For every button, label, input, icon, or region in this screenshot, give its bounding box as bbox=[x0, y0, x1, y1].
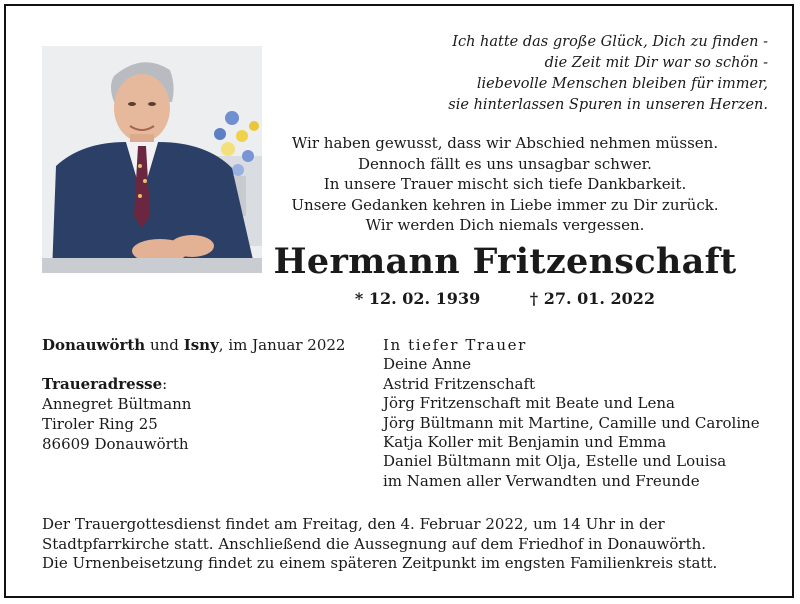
address-colon: : bbox=[162, 375, 168, 393]
mourner-entry: Astrid Fritzenschaft bbox=[383, 374, 536, 393]
mourner-entry: Jörg Fritzenschaft mit Beate und Lena bbox=[383, 394, 675, 413]
service-line: Die Urnenbeisetzung findet zu einem späteren Zeitpunkt im engsten Familienkreis statt. bbox=[42, 554, 718, 572]
farewell-verse bbox=[270, 133, 740, 236]
verse-line: Wir haben gewusst, dass wir Abschied nehmen müssen. bbox=[291, 134, 719, 152]
address-line: Tiroler Ring 25 bbox=[42, 415, 158, 433]
place-date: , im Januar 2022 bbox=[218, 336, 346, 354]
verse-line: Unsere Gedanken kehren in Liebe immer zu Dir zurück. bbox=[291, 195, 719, 214]
verse-line: Wir werden Dich niemals vergessen. bbox=[365, 216, 645, 234]
mourners-heading: In tiefer Trauer bbox=[383, 336, 527, 354]
service-line: Stadtpfarrkirche statt. Anschließend die Aussegnung auf dem Friedhof in Donauwörth. bbox=[42, 534, 707, 553]
poem-line: sie hinterlassen Spuren in unseren Herzen. bbox=[448, 97, 768, 113]
address-heading: Traueradresse bbox=[42, 375, 163, 393]
death-date: † 27. 01. 2022 bbox=[529, 289, 656, 308]
mourner-entry: im Namen aller Verwandten und Freunde bbox=[383, 471, 700, 490]
mourner-entry: Deine Anne bbox=[383, 355, 472, 374]
verse-line: In unsere Trauer mischt sich tiefe Dankbarkeit. bbox=[323, 175, 687, 193]
mourners-list bbox=[383, 336, 760, 491]
birth-date: * 12. 02. 1939 bbox=[354, 289, 481, 308]
portrait-photo bbox=[42, 46, 262, 273]
deceased-name: Hermann Fritzenschaft bbox=[273, 241, 737, 282]
poem-line: liebevolle Menschen bleiben für immer, bbox=[476, 76, 768, 92]
place-and: und bbox=[149, 336, 179, 354]
address-line: Annegret Bültmann bbox=[42, 395, 192, 413]
verse-line: Dennoch fällt es uns unsagbar schwer. bbox=[358, 154, 652, 173]
life-dates bbox=[270, 289, 740, 308]
place-date-line bbox=[42, 336, 345, 354]
address-line: 86609 Donauwörth bbox=[42, 435, 189, 453]
place-city-1: Donauwörth bbox=[42, 336, 146, 354]
poem-line: die Zeit mit Dir war so schön - bbox=[544, 55, 768, 71]
mourner-entry: Katja Koller mit Benjamin und Emma bbox=[383, 433, 667, 452]
service-information bbox=[42, 515, 717, 574]
mourner-entry: Daniel Bültmann mit Olja, Estelle und Louisa bbox=[383, 452, 727, 471]
poem-line: Ich hatte das große Glück, Dich zu finden - bbox=[452, 34, 768, 50]
place-city-2: Isny bbox=[183, 336, 219, 354]
mourner-entry: Jörg Bültmann mit Martine, Camille und Caroline bbox=[383, 413, 760, 432]
service-line: Der Trauergottesdienst findet am Freitag, den 4. Februar 2022, um 14 Uhr in der bbox=[42, 515, 665, 533]
opening-poem bbox=[408, 32, 768, 116]
mourning-address bbox=[42, 374, 191, 454]
